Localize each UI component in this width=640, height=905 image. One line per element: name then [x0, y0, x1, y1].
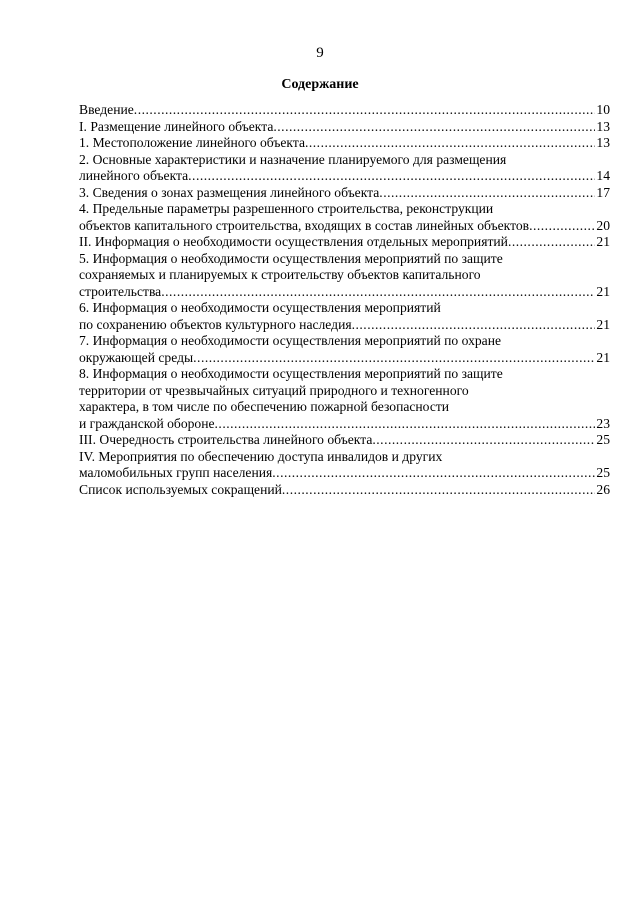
toc-entry-page-number: 21	[596, 349, 610, 365]
toc-entry-line: характера, в том числе по обеспечению пожарной безопасности	[79, 399, 450, 414]
toc-entry-last-line	[79, 284, 610, 301]
toc-entry-text: объектов капитального строительства, входящих в состав линейных объектов	[79, 217, 530, 233]
toc-entry-line: 2. Основные характеристики и назначение планируемого для размещения	[79, 151, 507, 167]
toc-entry-line: 4. Предельные параметры разрешенного строительства, реконструкции	[79, 201, 494, 216]
toc-entry-page-number: 10	[596, 102, 610, 117]
toc-entry-page-number: 17	[596, 184, 610, 200]
toc-entry-text: строительства	[79, 283, 162, 299]
toc-entry	[79, 185, 610, 202]
toc-entry-line: территории от чрезвычайных ситуаций природного и техногенного	[79, 382, 469, 398]
toc-entry-last-line	[79, 317, 610, 334]
dot-leader	[372, 432, 595, 449]
toc-entry	[79, 135, 610, 152]
toc-entry-last-line	[79, 350, 610, 367]
toc-entry-text: и гражданской обороне	[79, 415, 215, 431]
dot-leader	[188, 168, 595, 185]
toc-entry-page-number: 23	[596, 415, 610, 431]
toc-entry	[79, 152, 610, 185]
dot-leader	[352, 317, 596, 334]
toc-entry-line: 7. Информация о необходимости осуществления мероприятий по охране	[79, 333, 502, 348]
toc-entry-text: I. Размещение линейного объекта	[79, 118, 274, 134]
toc-entry-last-line	[79, 234, 610, 251]
dot-leader	[273, 119, 595, 136]
toc-entry	[79, 300, 610, 333]
toc-entry-line: 6. Информация о необходимости осуществления мероприятий	[79, 300, 441, 315]
toc-title: Содержание	[281, 77, 359, 92]
toc-entry-last-line	[79, 482, 610, 499]
toc-entry-page-number: 13	[596, 135, 610, 150]
dot-leader	[529, 218, 595, 235]
toc-entry	[79, 201, 610, 234]
toc-entry-line: IV. Мероприятия по обеспечению доступа инвалидов и других	[79, 448, 443, 464]
toc-entry-page-number: 21	[596, 316, 610, 332]
toc-entry	[79, 251, 610, 301]
dot-leader	[305, 135, 595, 152]
toc-entry-last-line	[79, 135, 610, 152]
toc-entry	[79, 102, 610, 119]
toc-entry-last-line	[79, 119, 610, 136]
toc-entry	[79, 449, 610, 482]
toc-entry-text: II. Информация о необходимости осуществления отдельных мероприятий	[79, 234, 508, 249]
toc-entry-text: III. Очередность строительства линейного объекта	[79, 432, 373, 447]
toc-entry	[79, 234, 610, 251]
toc-entry-line: 5. Информация о необходимости осуществления мероприятий по защите	[79, 250, 503, 266]
toc-entry-last-line	[79, 465, 610, 482]
toc-entry-page-number: 25	[596, 432, 610, 447]
toc-entry-page-number: 25	[596, 465, 610, 480]
dot-leader	[193, 350, 595, 367]
toc-entry-last-line	[79, 416, 610, 433]
toc-entry	[79, 119, 610, 136]
dot-leader	[134, 102, 596, 119]
dot-leader	[508, 234, 595, 251]
toc-entry-text: окружающей среды	[79, 349, 194, 365]
toc-entry-text: линейного объекта	[79, 168, 189, 183]
dot-leader	[282, 482, 596, 499]
toc-entry	[79, 366, 610, 432]
toc-entry	[79, 333, 610, 366]
toc-entry-page-number: 13	[596, 118, 610, 134]
toc-entry-last-line	[79, 102, 610, 119]
toc-entry-last-line	[79, 168, 610, 185]
toc-entry-text: 3. Сведения о зонах размещения линейного объекта	[79, 184, 380, 200]
dot-leader	[379, 185, 595, 202]
dot-leader	[215, 416, 596, 433]
toc-entry-last-line	[79, 432, 610, 449]
toc-entry-page-number: 20	[596, 217, 610, 233]
dot-leader	[161, 284, 595, 301]
toc-entry-line: 8. Информация о необходимости осуществления мероприятий по защите	[79, 366, 503, 381]
toc-entry-text: Список используемых сокращений	[79, 481, 282, 497]
toc-entry-page-number: 14	[596, 168, 610, 183]
toc-entry-page-number: 21	[596, 234, 610, 249]
toc-entry-text: Введение	[79, 102, 134, 117]
toc-entry-last-line	[79, 185, 610, 202]
toc-entry-last-line	[79, 218, 610, 235]
toc-entry-text: по сохранению объектов культурного наследия	[79, 316, 352, 332]
toc-entry-text: маломобильных групп населения	[79, 465, 273, 480]
toc-entry	[79, 432, 610, 449]
toc-entry	[79, 482, 610, 499]
toc-entry-line: сохраняемых и планируемых к строительству объектов капитального	[79, 267, 481, 282]
toc-entry-text: 1. Местоположение линейного объекта	[79, 135, 305, 150]
toc-entry-page-number: 21	[596, 283, 610, 299]
dot-leader	[272, 465, 595, 482]
toc-entry-page-number: 26	[596, 481, 610, 497]
table-of-contents	[79, 102, 610, 498]
page-number: 9	[316, 45, 324, 61]
